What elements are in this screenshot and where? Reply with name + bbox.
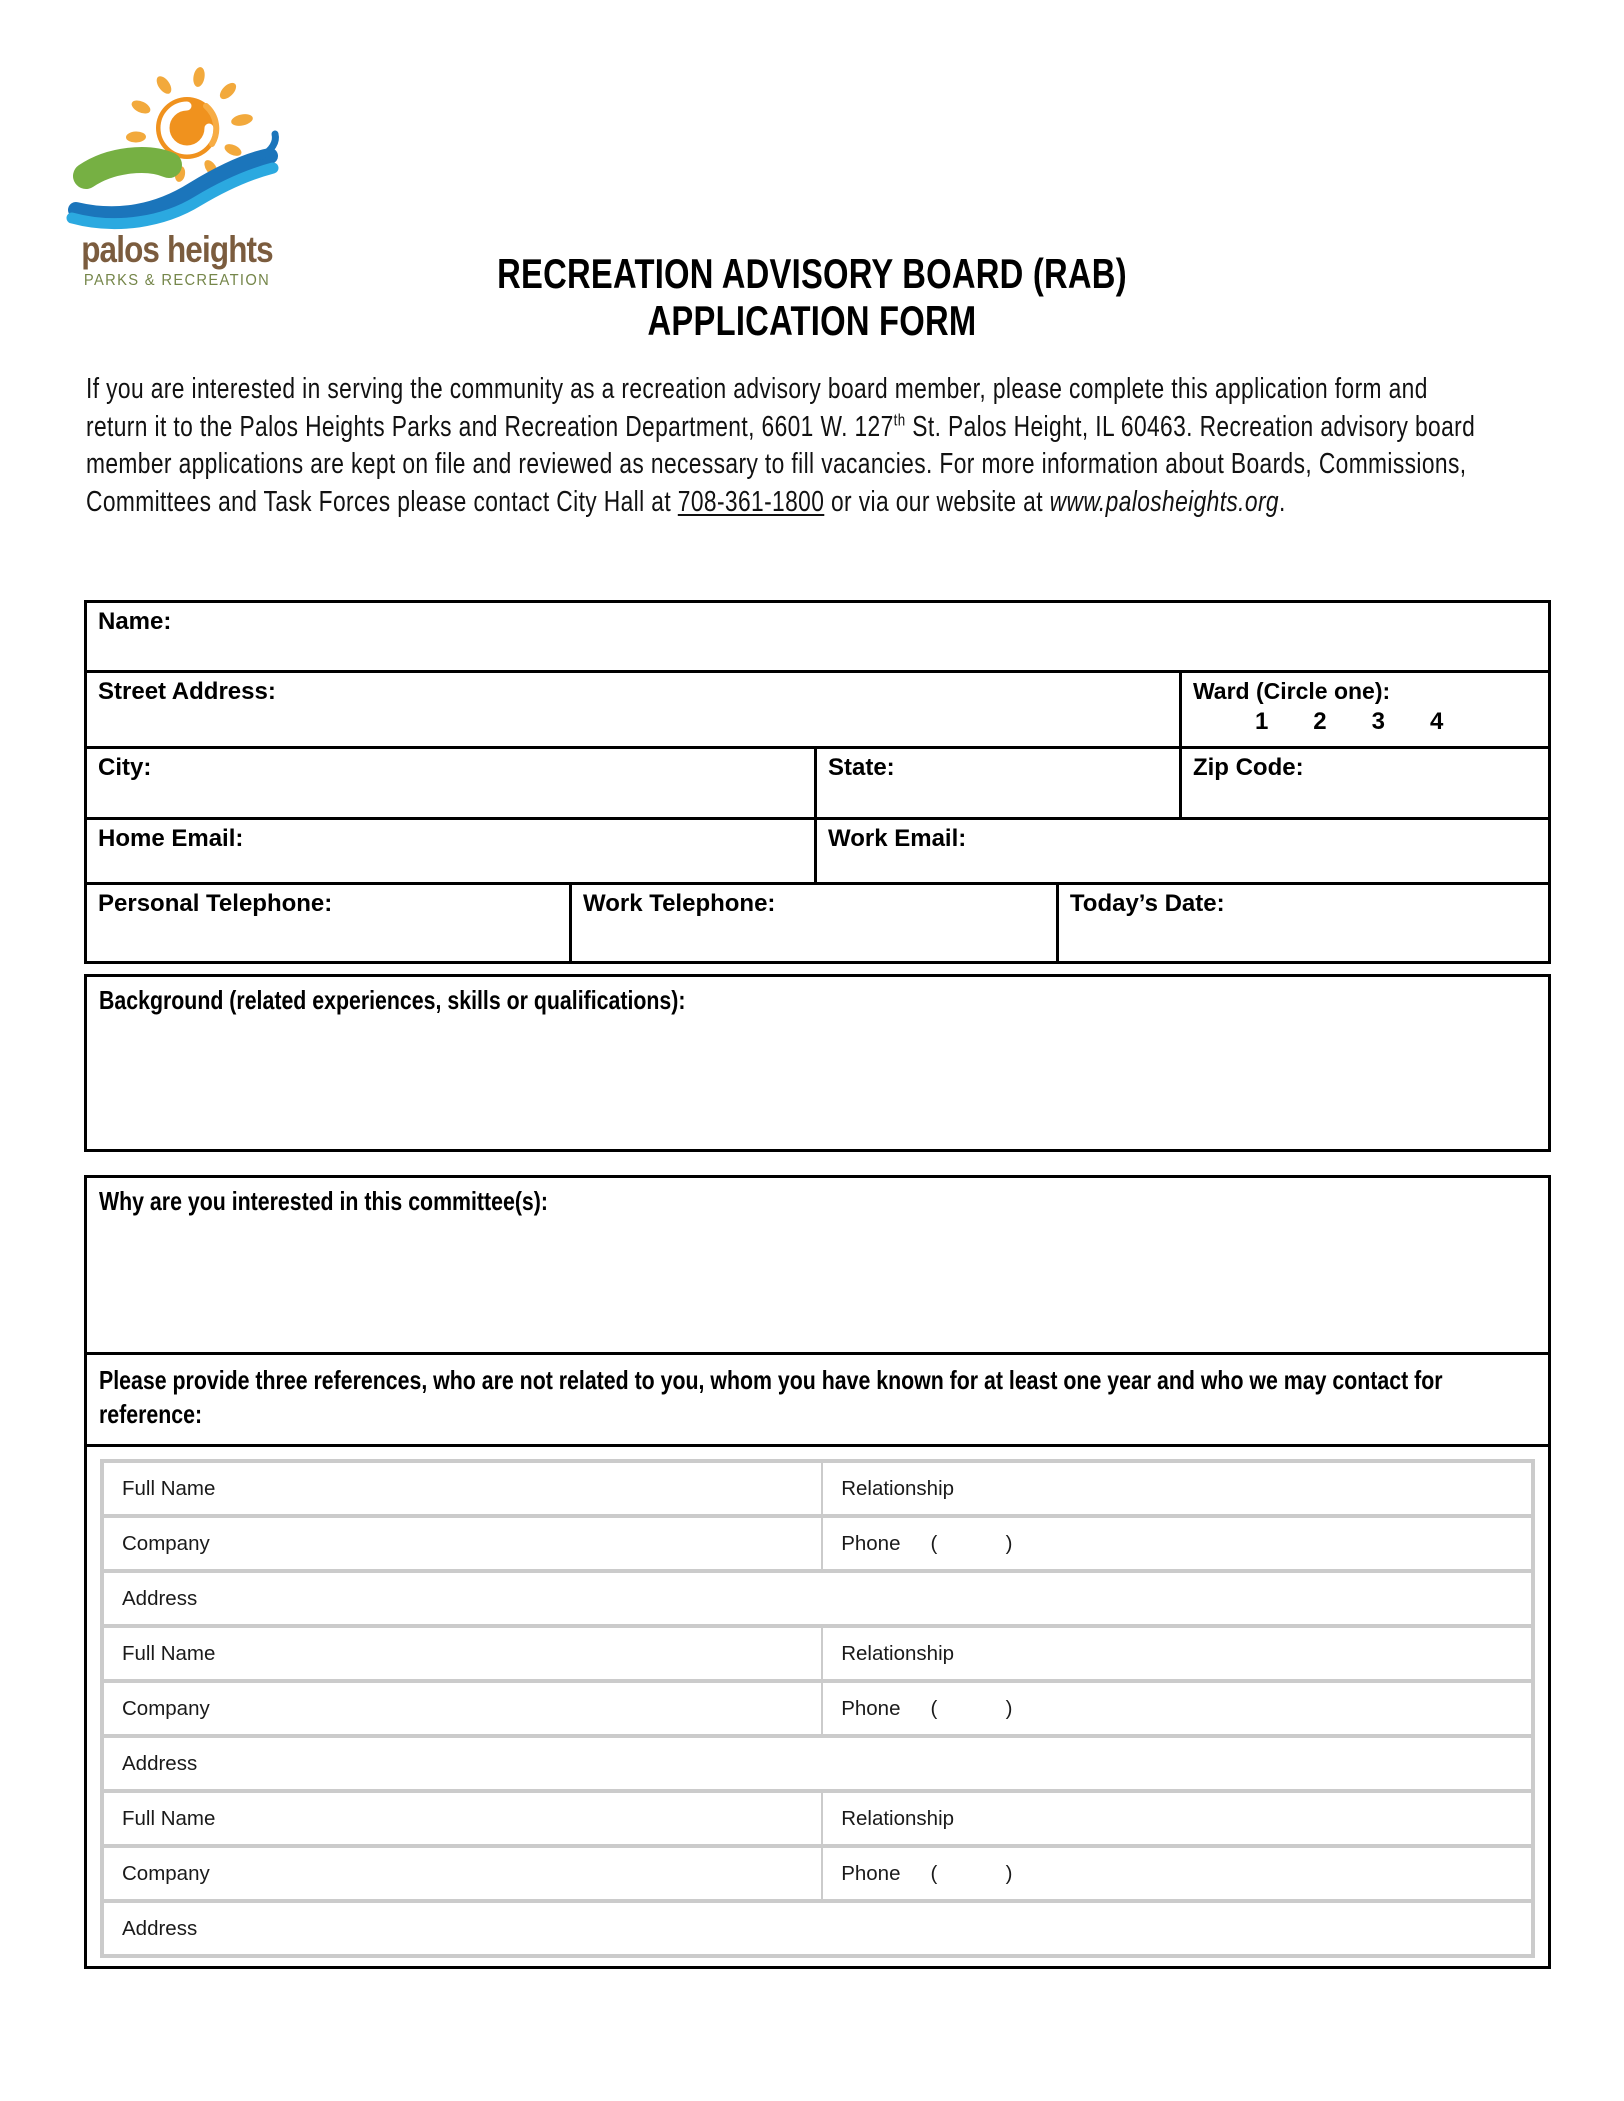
reference3-full-name-field[interactable] bbox=[104, 1793, 823, 1844]
reference1-phone-field[interactable] bbox=[823, 1518, 1531, 1569]
intro-text-4: . bbox=[1278, 485, 1286, 518]
work-telephone-label: Work Telephone: bbox=[582, 890, 776, 917]
street-address-label: Street Address: bbox=[98, 678, 276, 705]
company-label: Company bbox=[122, 1531, 210, 1555]
references-instructions-text: Please provide three references, who are not related to you, whom you have known for at least one year and who we may contact for reference: bbox=[99, 1365, 1443, 1429]
todays-date-label: Today’s Date: bbox=[1069, 890, 1225, 917]
reference3-address-field[interactable] bbox=[104, 1903, 1531, 1954]
city-field[interactable] bbox=[87, 749, 814, 817]
state-label: State: bbox=[827, 754, 895, 781]
city-label: City: bbox=[98, 754, 152, 781]
intro-text-1: If you are interested in serving the community as a recreation advisory board member, please complete this application form and return it to the Palos Heights Parks and Recreation Department, 6601 W. 127 bbox=[86, 373, 1428, 443]
company-label: Company bbox=[122, 1696, 210, 1720]
table-row bbox=[104, 1514, 1531, 1569]
website-text: www.palosheights.org bbox=[1049, 485, 1279, 518]
reference1-address-field[interactable] bbox=[104, 1573, 1531, 1624]
table-row bbox=[104, 1679, 1531, 1734]
background-label: Background (related experiences, skills or qualifications): bbox=[99, 985, 686, 1015]
logo-tagline: PARKS & RECREATION bbox=[83, 271, 271, 290]
document-title-line2: APPLICATION FORM bbox=[647, 297, 977, 344]
todays-date-field[interactable] bbox=[1056, 885, 1548, 961]
work-email-label: Work Email: bbox=[827, 825, 967, 852]
table-row bbox=[104, 1899, 1531, 1954]
full-name-label: Full Name bbox=[122, 1806, 216, 1830]
phone-label: Phone bbox=[841, 1861, 901, 1885]
address-label: Address bbox=[122, 1751, 198, 1775]
address-label: Address bbox=[122, 1916, 198, 1940]
ward-label: Ward (Circle one): bbox=[1192, 678, 1391, 704]
ward-option-4[interactable]: 4 bbox=[1430, 708, 1444, 735]
city-state-zip-row bbox=[87, 746, 1548, 817]
phone-label: Phone bbox=[841, 1696, 901, 1720]
street-address-field[interactable] bbox=[87, 673, 1179, 746]
city-hall-phone-link[interactable]: 708-361-1800 bbox=[677, 485, 825, 518]
table-row bbox=[104, 1844, 1531, 1899]
references-section bbox=[84, 1352, 1551, 1969]
reference-entry-3 bbox=[104, 1789, 1531, 1954]
committee-interest-label: Why are you interested in this committee(s): bbox=[99, 1186, 549, 1216]
intro-paragraph bbox=[86, 371, 1491, 521]
reference2-address-field[interactable] bbox=[104, 1738, 1531, 1789]
phone-parentheses: ( ) bbox=[930, 1861, 1013, 1885]
relationship-label: Relationship bbox=[841, 1641, 955, 1665]
intro-text-3: or via our website at bbox=[824, 485, 1050, 518]
home-email-label: Home Email: bbox=[98, 825, 244, 852]
sun-icon bbox=[156, 97, 218, 159]
home-email-field[interactable] bbox=[87, 820, 814, 882]
ward-field bbox=[1179, 673, 1548, 746]
intro-text-2: St. Palos Height, IL 60463. Recreation advisory board member applications are kept on file and reviewed as necessary to fill vacancies. For more information about Boards, Commissions, Committees and Task Forces please contact City Hall at bbox=[86, 410, 1476, 518]
reference2-phone-field[interactable] bbox=[823, 1683, 1531, 1734]
full-name-label: Full Name bbox=[122, 1641, 216, 1665]
reference3-company-field[interactable] bbox=[104, 1848, 823, 1899]
reference1-relationship-field[interactable] bbox=[823, 1463, 1531, 1514]
full-name-label: Full Name bbox=[122, 1476, 216, 1500]
street-address-row bbox=[87, 670, 1548, 746]
reference1-full-name-field[interactable] bbox=[104, 1463, 823, 1514]
reference-entry-2 bbox=[104, 1624, 1531, 1789]
hill-icon bbox=[86, 160, 169, 176]
document-title-line1: RECREATION ADVISORY BOARD (RAB) bbox=[497, 250, 1127, 297]
name-field[interactable] bbox=[87, 603, 1548, 670]
relationship-label: Relationship bbox=[841, 1476, 955, 1500]
table-row bbox=[104, 1624, 1531, 1679]
email-row bbox=[87, 817, 1548, 882]
reference1-company-field[interactable] bbox=[104, 1518, 823, 1569]
table-row bbox=[104, 1789, 1531, 1844]
references-table bbox=[100, 1459, 1535, 1958]
personal-telephone-label: Personal Telephone: bbox=[98, 890, 333, 917]
ordinal-superscript: th bbox=[893, 409, 906, 429]
phone-parentheses: ( ) bbox=[930, 1531, 1013, 1555]
contact-info-table bbox=[84, 600, 1551, 964]
table-row bbox=[104, 1734, 1531, 1789]
reference3-phone-field[interactable] bbox=[823, 1848, 1531, 1899]
relationship-label: Relationship bbox=[841, 1806, 955, 1830]
name-label: Name: bbox=[98, 608, 172, 635]
references-instructions bbox=[87, 1355, 1548, 1447]
background-field[interactable] bbox=[84, 974, 1551, 1152]
work-email-field[interactable] bbox=[814, 820, 1548, 882]
name-row bbox=[87, 603, 1548, 670]
zip-code-field[interactable] bbox=[1179, 749, 1548, 817]
ward-option-3[interactable]: 3 bbox=[1371, 708, 1386, 735]
personal-telephone-field[interactable] bbox=[87, 885, 569, 961]
table-row bbox=[104, 1569, 1531, 1624]
reference3-relationship-field[interactable] bbox=[823, 1793, 1531, 1844]
ward-options bbox=[1193, 708, 1537, 736]
table-row bbox=[104, 1463, 1531, 1514]
phone-label: Phone bbox=[841, 1531, 901, 1555]
logo-wordmark: palos heights bbox=[81, 229, 273, 271]
address-label: Address bbox=[122, 1586, 198, 1610]
work-telephone-field[interactable] bbox=[569, 885, 1056, 961]
reference2-relationship-field[interactable] bbox=[823, 1628, 1531, 1679]
phone-parentheses: ( ) bbox=[930, 1696, 1013, 1720]
committee-interest-field[interactable] bbox=[84, 1175, 1551, 1355]
ward-option-1[interactable]: 1 bbox=[1254, 708, 1269, 735]
reference2-full-name-field[interactable] bbox=[104, 1628, 823, 1679]
state-field[interactable] bbox=[814, 749, 1179, 817]
ward-option-2[interactable]: 2 bbox=[1313, 708, 1327, 735]
reference-entry-1 bbox=[104, 1463, 1531, 1624]
reference2-company-field[interactable] bbox=[104, 1683, 823, 1734]
zip-code-label: Zip Code: bbox=[1192, 754, 1304, 781]
telephone-date-row bbox=[87, 882, 1548, 961]
document-title bbox=[179, 250, 1446, 344]
company-label: Company bbox=[122, 1861, 210, 1885]
